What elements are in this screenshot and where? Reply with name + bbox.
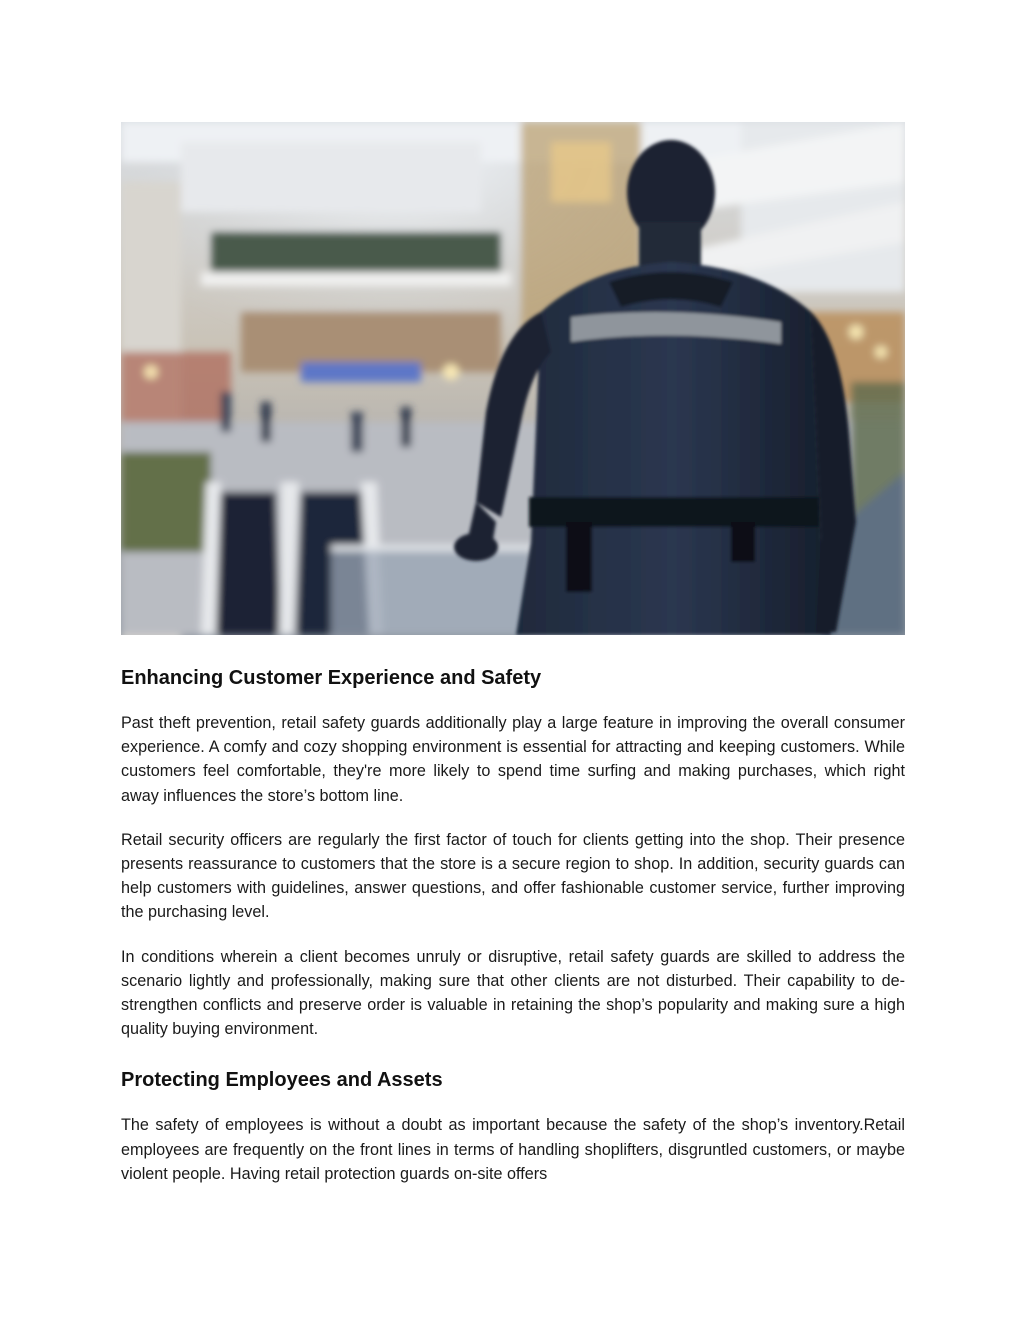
section-heading-protecting-employees: Protecting Employees and Assets (121, 1069, 443, 1092)
paragraph-first-point-of-contact: Retail security officers are regularly the first factor of touch for clients getting into the shop. Their presence presents reassurance to customers that the store is a secure region to shop. In addition, security guards can help customers with guidelines, answer questions, and offer fashionable customer service, further improving the purchasing level. (121, 830, 905, 922)
section-heading-customer-experience: Enhancing Customer Experience and Safety (121, 667, 542, 689)
paragraph-employee-safety: The safety of employees is without a doubt as important because the safety of the shop’s inventory.Retail employees are frequently on the front lines in terms of handling shoplifters, disgruntled customers, or maybe violent people. Having retail protection guards on-site offers (121, 1116, 905, 1183)
paragraph-unruly-clients: In conditions wherein a client becomes unruly or disruptive, retail safety guards are skilled to address the scenario lightly and professionally, making sure that other clients are not disturbed. Their capability to de-strengthen conflicts and preserve order is valuable in retaining the shop’s popularity and making sure a high quality buying environment. (121, 947, 905, 1039)
paragraph-theft-prevention: Past theft prevention, retail safety guards additionally play a large feature in improving the overall consumer experience. A comfy and cozy shopping environment is essential for attracting and keeping customers. While customers feel comfortable, they're more likely to spend time surfing and making purchases, which right away influences the store’s bottom line. (121, 714, 905, 805)
security-guard-mall-photo (121, 122, 905, 635)
document-page (121, 122, 905, 1186)
